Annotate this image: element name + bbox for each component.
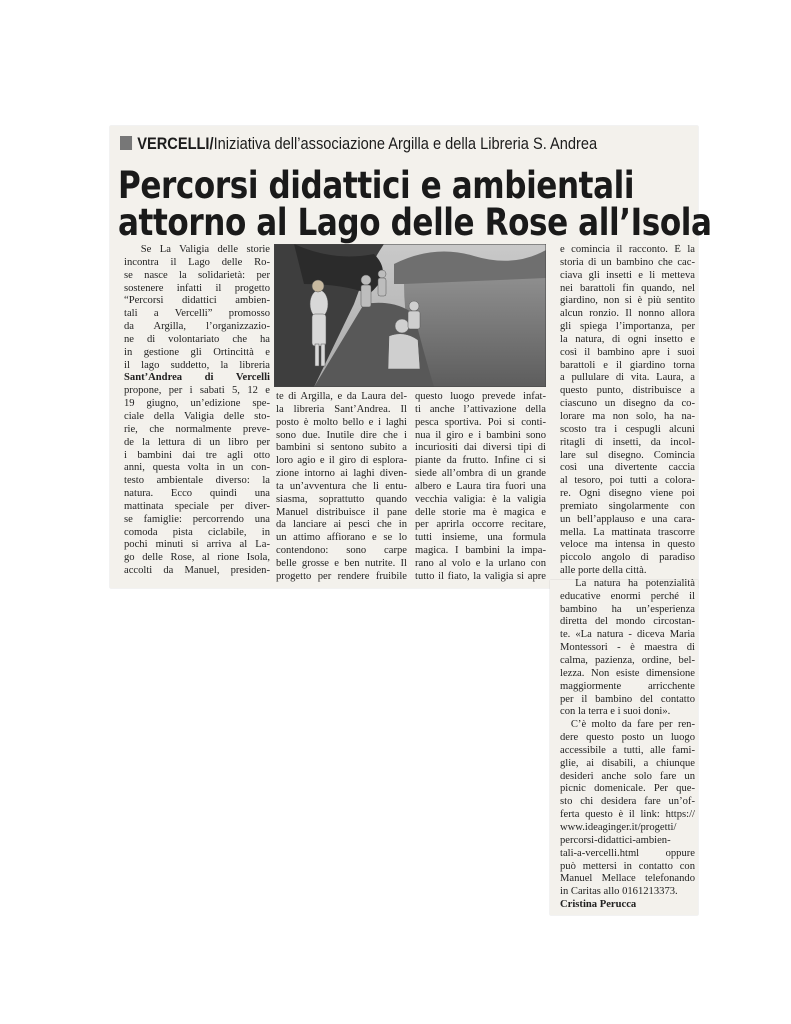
text-line: un bell’applauso e una cara- <box>560 513 695 525</box>
text-line: siede all’ombra di un grande <box>415 468 546 480</box>
text-line: piante da frutto. Infine ci si <box>415 455 546 467</box>
text-line: in gestione gli Ortincittà e <box>124 346 270 358</box>
text-line: maggiormente arricchente <box>560 680 695 692</box>
text-line: anni, questa volta in un con- <box>124 462 270 474</box>
text-line: go delle Rose, al rione Isola, <box>124 552 270 564</box>
text-line: scosto tra i cespugli alcuni <box>560 423 695 435</box>
text-line: natura. Ecco quindi una <box>124 488 270 500</box>
headline-line-1: Percorsi didattici e ambientali <box>118 164 635 207</box>
text-line: comoda pista ciclabile, in <box>124 526 270 538</box>
text-line: educative enormi perché il <box>560 590 695 602</box>
text-line: in Caritas allo 0161213373. <box>560 886 678 898</box>
text-line: al tesoro, poi tutti a colora- <box>560 475 695 487</box>
text-line: lorare ma non solo, ha na- <box>560 410 695 422</box>
text-line: picnic domenicale. Per que- <box>560 783 695 795</box>
text-line: tali a Vercelli” promosso <box>124 308 270 320</box>
text-line: questo luogo prevede infat- <box>415 391 546 402</box>
text-line: de la lettura di un libro per <box>124 436 270 448</box>
text-line: il lago suddetto, la libreria <box>124 359 270 371</box>
text-line: piccolo angolo di paradiso <box>560 552 695 564</box>
text-line: testo ambientale diverso: la <box>124 475 270 487</box>
text-line: per il bambino del contatto <box>560 693 695 705</box>
text-line: mattinata speciale per diver- <box>124 500 270 512</box>
text-line: così il bambino apre i suoi <box>560 346 695 358</box>
text-line: così una divertente caccia <box>560 462 695 474</box>
text-line: accolti da Manuel, presiden- <box>124 565 270 577</box>
text-line: alcun ronzio. Il nonno allora <box>560 308 695 320</box>
text-line: barattoli e il giardino torna <box>560 359 695 371</box>
text-line: ciale della Valigia delle sto- <box>124 410 270 422</box>
text-line: rano al volo e la urlano con <box>415 557 546 569</box>
text-line: per aprirla occorre recitare, <box>415 519 546 531</box>
text-line: ritagli di insetti, da incol- <box>560 436 695 448</box>
text-line: siasma, soprattutto quando <box>276 493 407 505</box>
text-line: i bambini dai tre agli otto <box>124 449 270 461</box>
text-line: veloce ma intensa in questo <box>560 539 695 551</box>
text-line: Se La Valigia delle storie <box>140 244 270 255</box>
text-line: magica. I bambini la impa- <box>415 545 546 557</box>
text-line: un attimo affiorano e se lo <box>276 532 407 544</box>
text-line: ti anche l’attivazione della <box>415 403 546 415</box>
kicker-square-icon <box>120 136 132 150</box>
text-line: diretta del mondo circostan- <box>560 616 695 628</box>
text-line: ne di volontariato che ha <box>124 333 270 345</box>
text-line: percorsi-didattici-ambien- <box>560 834 671 846</box>
kicker-city: VERCELLI/ <box>137 134 214 153</box>
text-line: storia di un bambino che cac- <box>560 256 695 268</box>
article-photo <box>274 244 546 387</box>
kicker-text: Iniziativa dell’associazione Argilla e della Libreria S. Andrea <box>213 134 598 153</box>
text-line: da Argilla, l’organizzazio- <box>124 321 270 333</box>
text-line: desideri anche solo fare un <box>560 770 695 782</box>
text-line: albero e Laura tira fuori una <box>415 480 546 492</box>
text-line: lezza. Non esiste dimensione <box>560 667 695 679</box>
text-line: lare sul disegno. Comincia <box>560 449 695 461</box>
text-line: te di Argilla, e da Laura del- <box>276 391 407 402</box>
text-line: Montessori - è maestra di <box>560 642 695 654</box>
text-line: Manuel Mellace telefonando <box>560 873 695 885</box>
text-line: www.ideaginger.it/progetti/ <box>560 821 677 833</box>
text-line: rie, che normalmente preve- <box>124 423 270 435</box>
text-line: vecchia valigia: è la valigia <box>415 493 546 505</box>
text-line: da lanciare ai pesci che in <box>276 519 407 531</box>
text-line: Manuel distribuisce il pane <box>276 506 407 518</box>
text-line: se nasce la solidarietà: per <box>124 269 270 281</box>
text-line: pochi minuti si arriva al La- <box>124 539 270 551</box>
text-line: se famiglie: percorrendo una <box>124 513 270 525</box>
text-line: questo punto, distribuisce a <box>560 385 695 397</box>
text-line: C’è molto da fare per ren- <box>570 719 695 731</box>
text-line: incuriositi dai diversi tipi di <box>415 442 546 454</box>
text-line: tutti insieme, una formula <box>415 532 546 544</box>
text-line: a pullulare di vita. Laura, a <box>560 372 695 384</box>
article-column-4 <box>560 244 695 912</box>
text-line: sto chi desidera fare un’of- <box>560 796 695 808</box>
text-line: tali-a-vercelli.html oppure <box>560 847 695 859</box>
text-line: pesca sportiva. Poi si conti- <box>415 416 546 428</box>
text-line: delle storie ma è magica e <box>415 506 546 518</box>
text-line: premiato singolarmente con <box>560 500 695 512</box>
text-line: te. «La natura - diceva Maria <box>560 629 695 641</box>
text-line: glie, ai disabili, a chiunque <box>560 757 695 769</box>
text-line: ferta questo è il link: https:// <box>560 809 695 821</box>
article-column-3 <box>415 391 546 584</box>
article-column-1 <box>124 244 270 578</box>
text-line: propone, per i sabati 5, 12 e <box>124 385 270 397</box>
text-line: nei barattoli fin quando, nel <box>560 282 695 294</box>
text-line: La natura ha potenzialità <box>575 577 695 589</box>
text-line: gli spiega l’importanza, per <box>560 321 695 333</box>
text-line: progetto per rendere fruibile <box>276 570 407 582</box>
text-line: la libreria Sant’Andrea. Il <box>276 403 407 415</box>
text-line: “Percorsi didattici ambien- <box>124 295 270 307</box>
text-line: incontra il Lago delle Ro- <box>124 256 270 268</box>
text-line: sostenere infatti il progetto <box>124 282 270 294</box>
text-line: sono due. Inutile dire che i <box>276 429 407 441</box>
text-line: re. Ogni disegno viene poi <box>560 488 695 500</box>
text-line: Sant’Andrea di Vercelli <box>124 372 270 384</box>
text-line: bambini si sentono subito a <box>276 442 407 454</box>
text-line: loro agio e il giro di esplora- <box>276 455 407 467</box>
text-line: accessibile a tutti, alle fami- <box>560 744 695 756</box>
text-line: zione intorno ai laghi diven- <box>276 468 407 480</box>
text-line: belle grosse e ben nutrite. Il <box>276 557 407 569</box>
text-line: 19 giugno, un’edizione spe- <box>124 398 270 410</box>
text-line: con la terra e i suoi doni». <box>560 706 671 718</box>
text-line: mella. La mattinata trascorre <box>560 526 695 538</box>
article-column-2 <box>276 391 407 584</box>
text-line: alle porte della città. <box>560 565 647 577</box>
text-line: ciava gli insetti e li metteva <box>560 269 695 281</box>
headline-line-2: attorno al Lago delle Rose all’Isola <box>118 201 712 244</box>
text-line: e comincia il racconto. È la <box>560 244 695 255</box>
text-line: dere questo posto un luogo <box>560 732 695 744</box>
text-line: ta un’avventura che li entu- <box>276 480 407 492</box>
text-line: giardino, non si è più sentito <box>560 295 695 307</box>
text-line: posto è molto bello e i laghi <box>276 416 407 428</box>
text-line: può mettersi in contatto con <box>560 860 695 872</box>
text-line: tutto il fiato, la valigia si apre <box>415 570 546 582</box>
text-line: ciascuno un disegno da co- <box>560 398 695 410</box>
text-line: bambino ha un’esperienza <box>560 603 695 615</box>
article-signature: Cristina Perucca <box>560 899 637 911</box>
text-line: nua il giro e i bambini sono <box>415 429 546 441</box>
text-line: la natura, di ogni insetto e <box>560 333 695 345</box>
text-line: contendono: sono carpe <box>276 545 407 557</box>
text-line: calma, pazienza, ordine, bel- <box>560 655 695 666</box>
article-kicker <box>120 134 610 154</box>
